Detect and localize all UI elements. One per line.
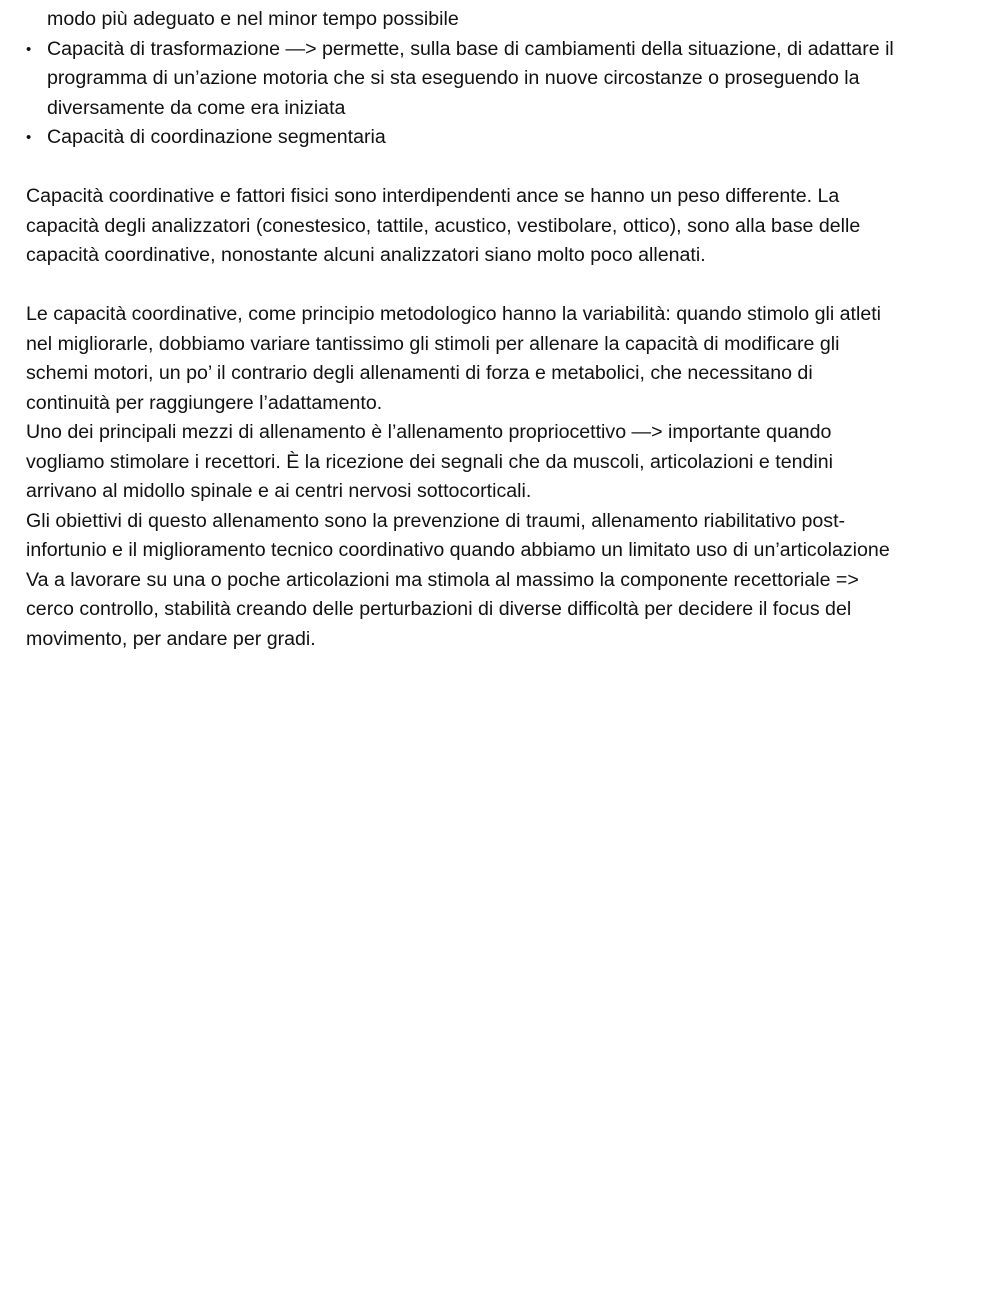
paragraph-spacer (26, 153, 971, 183)
bullet-icon: • (26, 129, 32, 146)
paragraph-line: nel migliorarle, dobbiamo variare tantissimo gli stimoli per allenare la capacità di modificare gli (26, 332, 840, 355)
paragraph-spacer (26, 271, 971, 301)
list-item-line: diversamente da come era iniziata (47, 96, 346, 119)
paragraph-line: Va a lavorare su una o poche articolazioni ma stimola al massimo la componente recettoriale => (26, 568, 859, 591)
paragraph-line: cerco controllo, stabilità creando delle perturbazioni di diverse difficoltà per decidere il focus del (26, 598, 852, 620)
list-item (26, 35, 971, 124)
list-item-line: Capacità di coordinazione segmentaria (47, 126, 386, 148)
paragraph-line: movimento, per andare per gradi. (26, 627, 316, 650)
paragraph-line: continuità per raggiungere l’adattamento. (26, 391, 383, 414)
paragraph-line: Capacità coordinative e fattori fisici sono interdipendenti ance se hanno un peso differente. La (26, 185, 840, 207)
paragraph-line: capacità coordinative, nonostante alcuni analizzatori siano molto poco allenati. (26, 244, 706, 266)
paragraph-line: Gli obiettivi di questo allenamento sono la prevenzione di traumi, allenamento riabilitativo post- (26, 509, 846, 532)
paragraph-line: Uno dei principali mezzi di allenamento è l’allenamento propriocettivo —> importante quando (26, 421, 832, 443)
paragraph-line: Le capacità coordinative, come principio metodologico hanno la variabilità: quando stimolo gli atleti (26, 303, 882, 325)
paragraph-analyzers (26, 182, 971, 271)
list-item-line: Capacità di trasformazione —> permette, sulla base di cambiamenti della situazione, di adattare il (47, 37, 894, 60)
list-item-continuation: modo più adeguato e nel minor tempo possibile (47, 8, 459, 30)
document-page (26, 5, 971, 654)
paragraph-line: capacità degli analizzatori (conestesico, tattile, acustico, vestibolare, ottico), sono alla base delle (26, 214, 861, 237)
bullet-list (26, 5, 971, 153)
list-item-line: programma di un’azione motoria che si sta eseguendo in nuove circostanze o proseguendo la (47, 67, 860, 89)
list-item (26, 123, 971, 153)
paragraph-line: schemi motori, un po’ il contrario degli allenamenti di forza e metabolici, che necessitano di (26, 362, 813, 384)
paragraph-variability (26, 300, 971, 654)
paragraph-line: arrivano al midollo spinale e ai centri nervosi sottocorticali. (26, 480, 532, 502)
paragraph-line: infortunio e il miglioramento tecnico coordinativo quando abbiamo un limitato uso di un’articolazione (26, 539, 890, 561)
paragraph-line: vogliamo stimolare i recettori. È la ricezione dei segnali che da muscoli, articolazioni e tendini (26, 450, 833, 473)
bullet-icon: • (26, 40, 32, 58)
